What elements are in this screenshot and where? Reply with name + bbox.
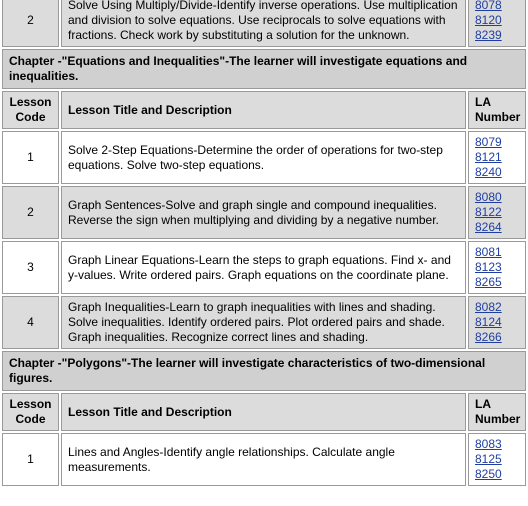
header-la-number: LA Number [468,91,526,129]
la-number-cell [468,241,526,294]
curriculum-table-body [2,0,526,486]
header-la-number: LA Number [468,393,526,431]
header-lesson-title: Lesson Title and Description [61,393,466,431]
lesson-description: Graph Linear Equations-Learn the steps to graph equations. Find x- and y-values. Write ordered pairs. Graph equations on the coordinate plane. [61,241,466,294]
table-header-row [2,393,526,431]
la-number-link[interactable]: 8079 [475,135,502,149]
lesson-description: Graph Sentences-Solve and graph single and compound inequalities. Reverse the sign when multiplying and dividing by a negative number. [61,186,466,239]
la-number-link[interactable]: 8265 [475,275,502,289]
la-number-link[interactable]: 8266 [475,330,502,344]
la-number-cell [468,186,526,239]
la-number-link[interactable]: 8240 [475,165,502,179]
header-lesson-code: Lesson Code [2,91,59,129]
la-number-cell [468,433,526,486]
header-lesson-code: Lesson Code [2,393,59,431]
lesson-row [2,131,526,184]
lesson-description: Lines and Angles-Identify angle relationships. Calculate angle measurements. [61,433,466,486]
lesson-row [2,433,526,486]
lesson-row [2,241,526,294]
lesson-description: Graph Inequalities-Learn to graph inequalities with lines and shading. Solve inequalities. Identify ordered pairs. Plot ordered pairs and shade. Graph inequalities. Recognize correct lines and shading. [61,296,466,349]
la-number-link[interactable]: 8123 [475,260,502,274]
la-number-cell [468,131,526,184]
la-number-link[interactable]: 8250 [475,467,502,481]
la-number-link[interactable]: 8122 [475,205,502,219]
la-number-cell [468,296,526,349]
la-number-link[interactable]: 8083 [475,437,502,451]
lesson-code: 1 [2,131,59,184]
la-number-link[interactable]: 8081 [475,245,502,259]
lesson-description: Solve 2-Step Equations-Determine the order of operations for two-step equations. Solve two-step equations. [61,131,466,184]
chapter-row [2,49,526,89]
la-number-link[interactable]: 8080 [475,190,502,204]
lesson-description: Solve Using Multiply/Divide-Identify inverse operations. Use multiplication and division to solve equations. Use reciprocals to solve equations with fractions. Check work by substituting a solution for the unknown. [61,0,466,47]
lesson-code: 1 [2,433,59,486]
lesson-code: 3 [2,241,59,294]
la-number-link[interactable]: 8125 [475,452,502,466]
la-number-link[interactable]: 8120 [475,13,502,27]
chapter-row [2,351,526,391]
lesson-row [2,186,526,239]
la-number-link[interactable]: 8121 [475,150,502,164]
lesson-code: 2 [2,0,59,47]
la-number-link[interactable]: 8082 [475,300,502,314]
la-number-link[interactable]: 8239 [475,28,502,42]
chapter-heading: Chapter -"Equations and Inequalities"-The learner will investigate equations and inequalities. [2,49,526,89]
lesson-row [2,0,526,47]
lesson-code: 4 [2,296,59,349]
la-number-link[interactable]: 8078 [475,0,502,12]
la-number-link[interactable]: 8264 [475,220,502,234]
header-lesson-title: Lesson Title and Description [61,91,466,129]
chapter-heading: Chapter -"Polygons"-The learner will investigate characteristics of two-dimensional figures. [2,351,526,391]
la-number-link[interactable]: 8124 [475,315,502,329]
la-number-cell [468,0,526,47]
lesson-row [2,296,526,349]
lesson-code: 2 [2,186,59,239]
table-header-row [2,91,526,129]
